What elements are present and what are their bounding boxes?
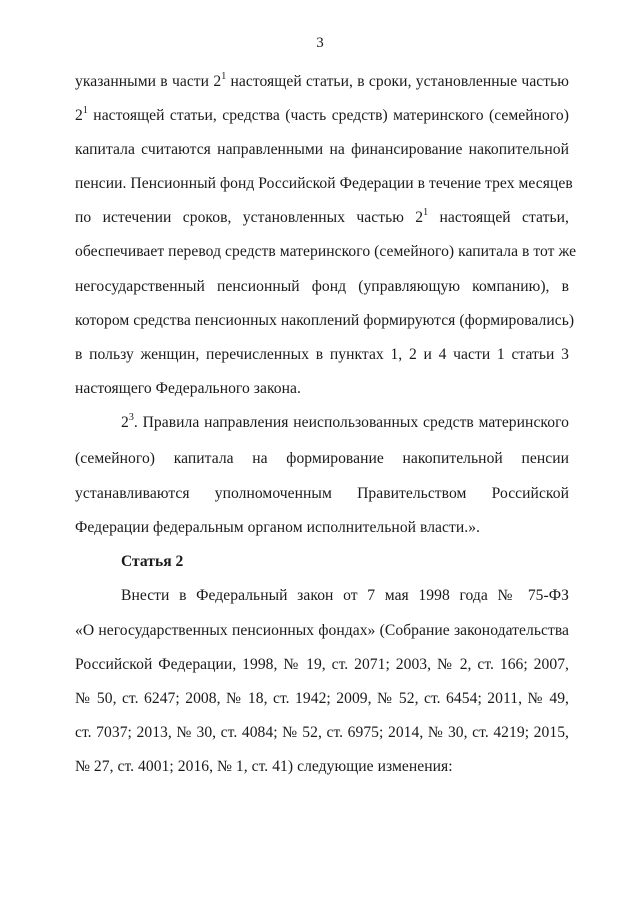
text-line: пенсии. Пенсионный фонд Российской Федерации в течение трех месяцев [75,175,573,192]
text-line: «О негосударственных пенсионных фондах» (Собрание законодательства [75,622,569,639]
text-line: обеспечивает перевод средств материнского (семейного) капитала в тот же [75,243,577,260]
text-line: капитала считаются направленными на финансирование накопительной [75,141,569,158]
text-line: $2^1$ настоящей статьи, средства (часть средств) материнского (семейного) [75,105,569,124]
text-line: ст. 7037; 2013, № 30, ст. 4084; № 52, ст. 6975; 2014, № 30, ст. 4219; 2015, [75,724,569,741]
text-line: по истечении сроков, установленных частью $2^1$ настоящей статьи, [75,207,569,226]
text-line: устанавливаются уполномоченным Правительством Российской [75,485,569,502]
page-number: 3 [316,35,324,51]
text-line: Внести в Федеральный закон от 7 мая 1998 года № 75-ФЗ [121,587,569,604]
text-line: № 27, ст. 4001; 2016, № 1, ст. 41) следующие изменения: [75,758,453,775]
text-line: № 50, ст. 6247; 2008, № 18, ст. 1942; 2009, № 52, ст. 6454; 2011, № 49, [75,690,569,707]
text-line: негосударственный пенсионный фонд (управляющую компанию), в [75,278,569,295]
text-line: Федерации федеральным органом исполнительной власти.». [75,519,480,536]
text-line: котором средства пенсионных накоплений формируются (формировались) [75,312,575,329]
text-line: настоящего Федерального закона. [75,380,301,397]
text-line: указанными в части $2^1$ настоящей статьи, в сроки, установленные частью [75,71,569,90]
text-line: $2^3$. Правила направления неиспользованных средств материнского [121,412,569,431]
article-heading: Статья 2 [121,553,184,570]
superscript: 3 [128,412,134,423]
superscript: 1 [423,207,429,218]
text-line: Российской Федерации, 1998, № 19, ст. 2071; 2003, № 2, ст. 166; 2007, [75,656,569,673]
superscript: 1 [221,71,227,82]
text-line: в пользу женщин, перечисленных в пунктах 1, 2 и 4 части 1 статьи 3 [75,346,569,363]
text-line: (семейного) капитала на формирование накопительной пенсии [75,450,569,467]
superscript: 1 [82,105,88,116]
